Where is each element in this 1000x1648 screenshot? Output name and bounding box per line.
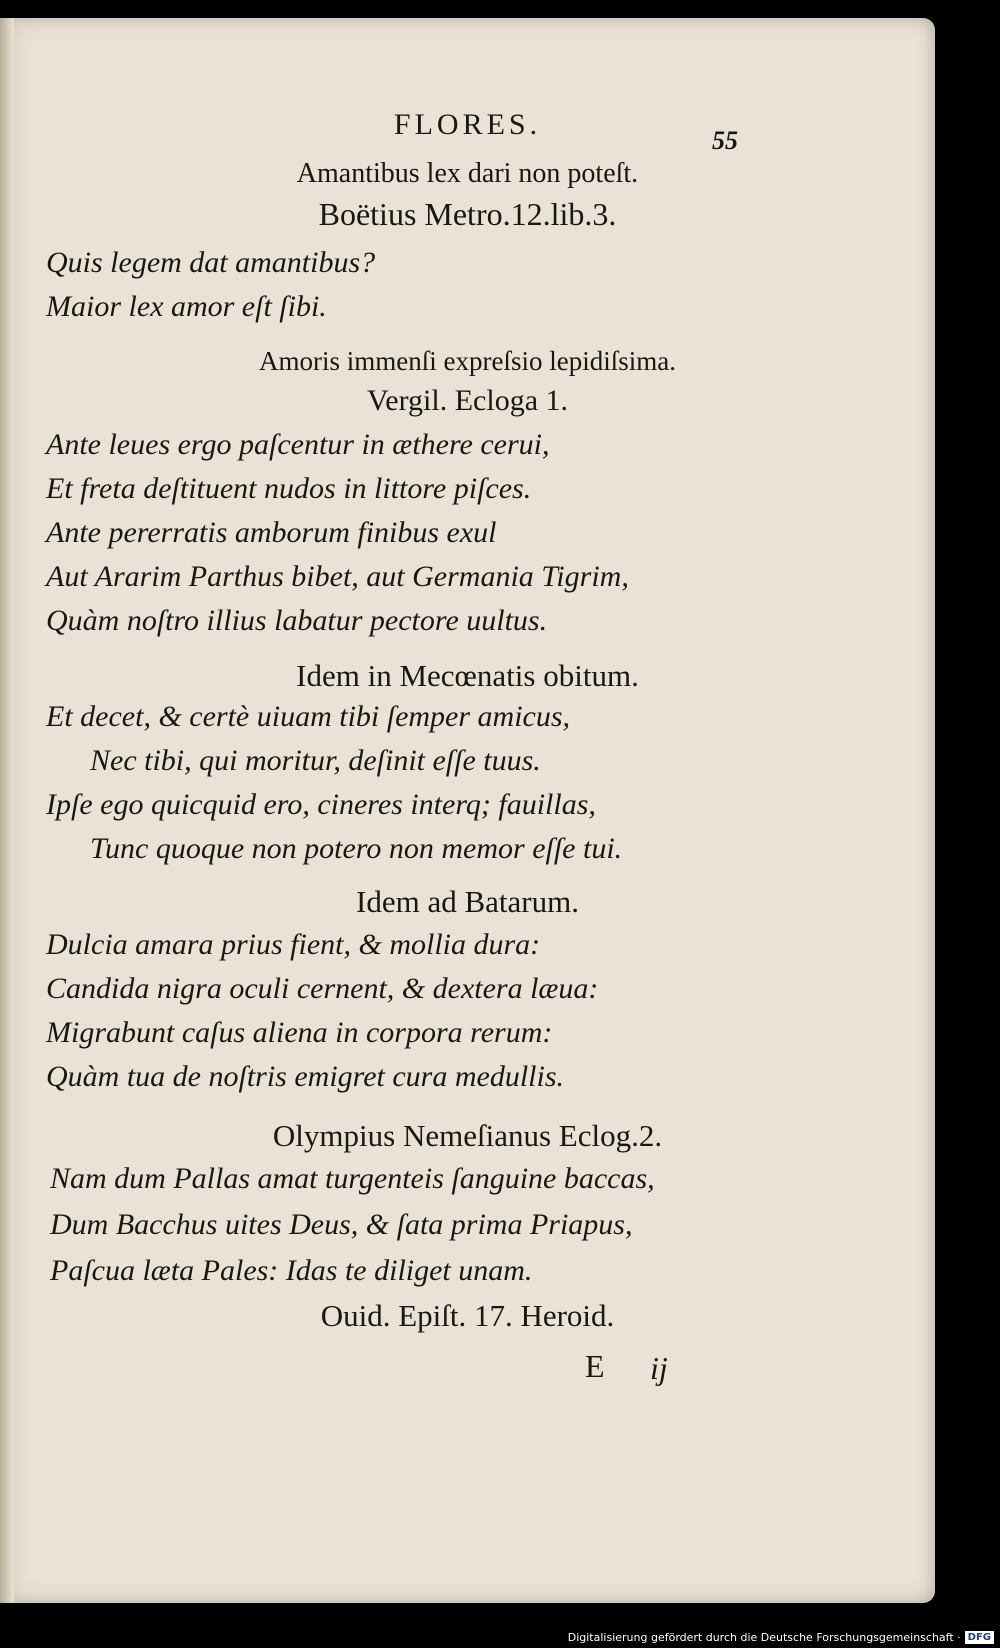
book-page	[0, 18, 935, 1603]
dfg-logo: DFG	[965, 1631, 994, 1644]
text-line: Quis legem dat amantibus?	[46, 246, 376, 279]
text-line: Ante leues ergo paſcentur in æthere cerui,	[46, 428, 550, 461]
signature-number: ij	[650, 1350, 668, 1386]
text-line: Aut Ararim Parthus bibet, aut Germania Tigrim,	[46, 560, 629, 593]
text-line: Amantibus lex dari non poteſt.	[296, 158, 639, 189]
text-line: Olympius Nemeſianus Eclog.2.	[272, 1118, 663, 1153]
text-line: Ante pererratis amborum finibus exul	[46, 516, 497, 549]
text-line: Dum Bacchus uites Deus, & ſata prima Priapus,	[50, 1208, 633, 1241]
text-line: Idem in Mecœnatis obitum.	[296, 658, 639, 693]
text-line: Nam dum Pallas amat turgenteis ſanguine baccas,	[50, 1162, 655, 1195]
signature-letter: E	[585, 1348, 605, 1384]
text-line: Et freta deſtituent nudos in littore piſces.	[46, 472, 532, 505]
text-line: Tunc quoque non potero non memor eſſe tui.	[90, 832, 623, 865]
credit-text: Digitalisierung gefördert durch die Deutsche Forschungsgemeinschaft ·	[567, 1631, 961, 1644]
text-line: Quàm noſtro illius labatur pectore uultus.	[46, 604, 548, 637]
text-line: Idem ad Batarum.	[356, 884, 579, 919]
text-line: Candida nigra oculi cernent, & dextera læua:	[46, 972, 599, 1005]
text-line: Boëtius Metro.12.lib.3.	[318, 196, 617, 232]
text-line: Migrabunt caſus aliena in corpora rerum:	[46, 1016, 553, 1049]
digitization-credit	[568, 1631, 994, 1644]
text-line: Paſcua læta Pales: Idas te diliget unam.	[50, 1254, 533, 1287]
text-line: Amoris immenſi expreſsio lepidiſsima.	[259, 346, 676, 376]
text-line: Vergil. Ecloga 1.	[366, 384, 569, 417]
text-line: Dulcia amara prius fient, & mollia dura:	[46, 928, 541, 961]
text-line: Quàm tua de noſtris emigret cura medullis.	[46, 1060, 565, 1093]
text-line: Maior lex amor eſt ſibi.	[46, 290, 327, 323]
page-number: 55	[712, 126, 738, 155]
text-line: Et decet, & certè uiuam tibi ſemper amicus,	[46, 700, 571, 733]
text-line: Nec tibi, qui moritur, deſinit eſſe tuus.	[90, 744, 541, 777]
text-line: Ouid. Epiſt. 17. Heroid.	[320, 1298, 615, 1333]
text-line: Ipſe ego quicquid ero, cineres interq; fauillas,	[46, 788, 596, 821]
running-title: FLORES.	[393, 108, 542, 141]
